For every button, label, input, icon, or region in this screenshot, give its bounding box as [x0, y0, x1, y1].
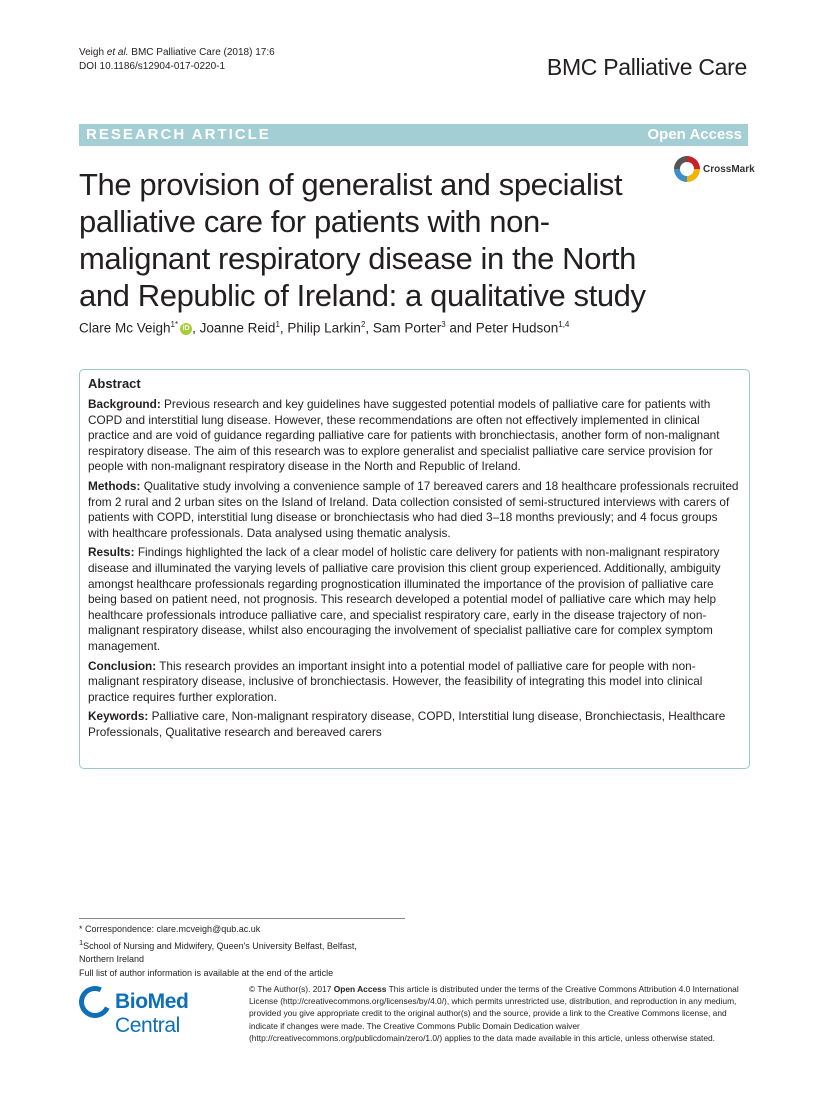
abstract-heading: Abstract — [88, 376, 141, 391]
section-text: Palliative care, Non-malignant respiratory disease, COPD, Interstitial lung disease, Bronchiectasis, Healthcare Professionals, Qualitative research and bereaved carers — [88, 709, 726, 739]
section-text: Previous research and key guidelines have suggested potential models of palliative care for patients with COPD and interstitial lung disease. However, these recommendations are often not effectively implemented in clinical practice and are void of guidance regarding palliative care for patients with bronchiectasis, another form of non-malignant respiratory disease. The aim of this research was to explore generalist and specialist palliative care service provision for people with non-malignant respiratory disease in the North and Republic of Ireland. — [88, 397, 720, 474]
logo-bold: BioMed — [115, 990, 189, 1013]
doi[interactable]: DOI 10.1186/s12904-017-0220-1 — [79, 61, 226, 72]
journal-name: BMC Palliative Care — [546, 54, 747, 80]
license-text: This article is distributed under the terms of the Creative Commons Attribution 4.0 International License (http://creativecommons.org/licenses/by/4.0/), which permits unrestricted use, distribution, and reproduction in any medium, provided you give appropriate credit to the original author(s) and the source, provide a link to the Creative Commons license, and indicate if changes were made. The Creative Commons Public Domain Dedication waiver (http://creativecommons.org/publicdomain/zero/1.0/) applies to the data made available in this article, unless otherwise stated. — [249, 984, 739, 1043]
citation-author: Veigh — [79, 47, 105, 58]
section-label: Results: — [88, 545, 135, 560]
author-affil: 2 — [360, 320, 366, 329]
open-access-label: Open Access — [647, 126, 742, 143]
affiliation-sup: 1 — [79, 938, 84, 948]
article-type-banner — [79, 124, 748, 146]
author-info-note: Full list of author information is available at the end of the article — [79, 967, 334, 978]
citation-rest: BMC Palliative Care (2018) 17:6 — [131, 47, 275, 58]
author-separator: , — [279, 320, 288, 336]
section-text: Qualitative study involving a convenience sample of 17 bereaved carers and 18 healthcare professionals recruited from 2 rural and 2 urban sites on the Island of Ireland. Data collection consisted of semi-structured interviews with carers of patients with COPD, interstitial lung disease or bronchiectasis who had died 3–18 months previously; and 4 focus groups with healthcare professionals. Data analysed using thematic analysis. — [88, 478, 739, 540]
article-title: The provision of generalist and specialist palliative care for patients with non-malignant respiratory disease in the North and Republic of Ireland: a qualitative study — [79, 167, 646, 313]
author-list — [79, 320, 569, 336]
abstract-box — [79, 369, 750, 769]
crossmark-badge[interactable] — [674, 156, 754, 188]
section-label: Background: — [88, 397, 161, 411]
section-label: Conclusion: — [88, 658, 157, 673]
license-open-access: Open Access — [333, 984, 387, 994]
orcid-icon[interactable]: iD — [180, 323, 192, 335]
citation-etal: et al. — [106, 47, 129, 58]
correspondence[interactable]: * Correspondence: clare.mcveigh@qub.ac.uk — [79, 924, 261, 934]
author-affil: 3 — [441, 320, 446, 329]
author-affil: 1* — [170, 320, 179, 329]
license-statement — [249, 983, 754, 1044]
abstract-conclusion — [88, 659, 741, 706]
abstract-background — [88, 397, 741, 475]
biomed-central-wordmark — [115, 990, 239, 1038]
footnotes — [79, 923, 409, 980]
author-name[interactable]: Joanne Reid — [199, 320, 276, 336]
section-text: This research provides an important insight into a potential model of palliative care for people with non-malignant respiratory disease, inclusive of bronchiectasis. However, the feasibility of integrating this model into clinical practice requires further exploration. — [88, 658, 703, 704]
author-separator: , — [192, 320, 200, 336]
affiliation — [79, 936, 409, 953]
citation-header — [79, 46, 275, 74]
author-name[interactable]: Peter Hudson — [475, 320, 559, 336]
biomed-central-logo[interactable] — [79, 986, 239, 1037]
abstract-keywords — [88, 709, 741, 740]
section-label: Keywords: — [88, 709, 149, 724]
abstract-methods — [88, 479, 741, 541]
affiliation-text: School of Nursing and Midwifery, Queen's University Belfast, Belfast, — [83, 941, 357, 952]
abstract-results — [88, 545, 741, 654]
author-name[interactable]: Sam Porter — [372, 320, 442, 336]
crossmark-label: CrossMark — [703, 164, 755, 175]
author-separator: and — [445, 320, 476, 336]
author-affil: 1,4 — [558, 320, 570, 329]
article-type-label: RESEARCH ARTICLE — [86, 126, 271, 143]
affiliation-line-2: Northern Ireland — [79, 954, 145, 965]
footnote-divider — [79, 918, 405, 919]
author-separator: , — [365, 320, 373, 336]
section-label: Methods: — [88, 478, 141, 493]
logo-normal: Central — [115, 1014, 180, 1037]
author-name[interactable]: Clare Mc Veigh — [79, 320, 171, 336]
author-name[interactable]: Philip Larkin — [287, 320, 361, 336]
biomed-central-icon — [74, 981, 115, 1022]
copyright: © The Author(s). 2017 — [249, 984, 334, 994]
crossmark-icon-center — [680, 162, 694, 176]
citation-line — [79, 46, 275, 60]
section-text: Findings highlighted the lack of a clear model of holistic care delivery for patients with non-malignant respiratory disease and illuminated the varying levels of palliative care provision this client group experienced. Additionally, ambiguity amongst healthcare professionals regarding prognostication illuminated the importance of the provision of palliative care being based on patient need, not prognosis. This research developed a potential model of palliative care which may help healthcare professionals introduce palliative care, and specialist respiratory care, early in the disease trajectory of non-malignant respiratory disease, whilst also encouraging the involvement of specialist palliative care for complex symptom management. — [88, 545, 721, 653]
author-affil: 1 — [275, 320, 280, 329]
